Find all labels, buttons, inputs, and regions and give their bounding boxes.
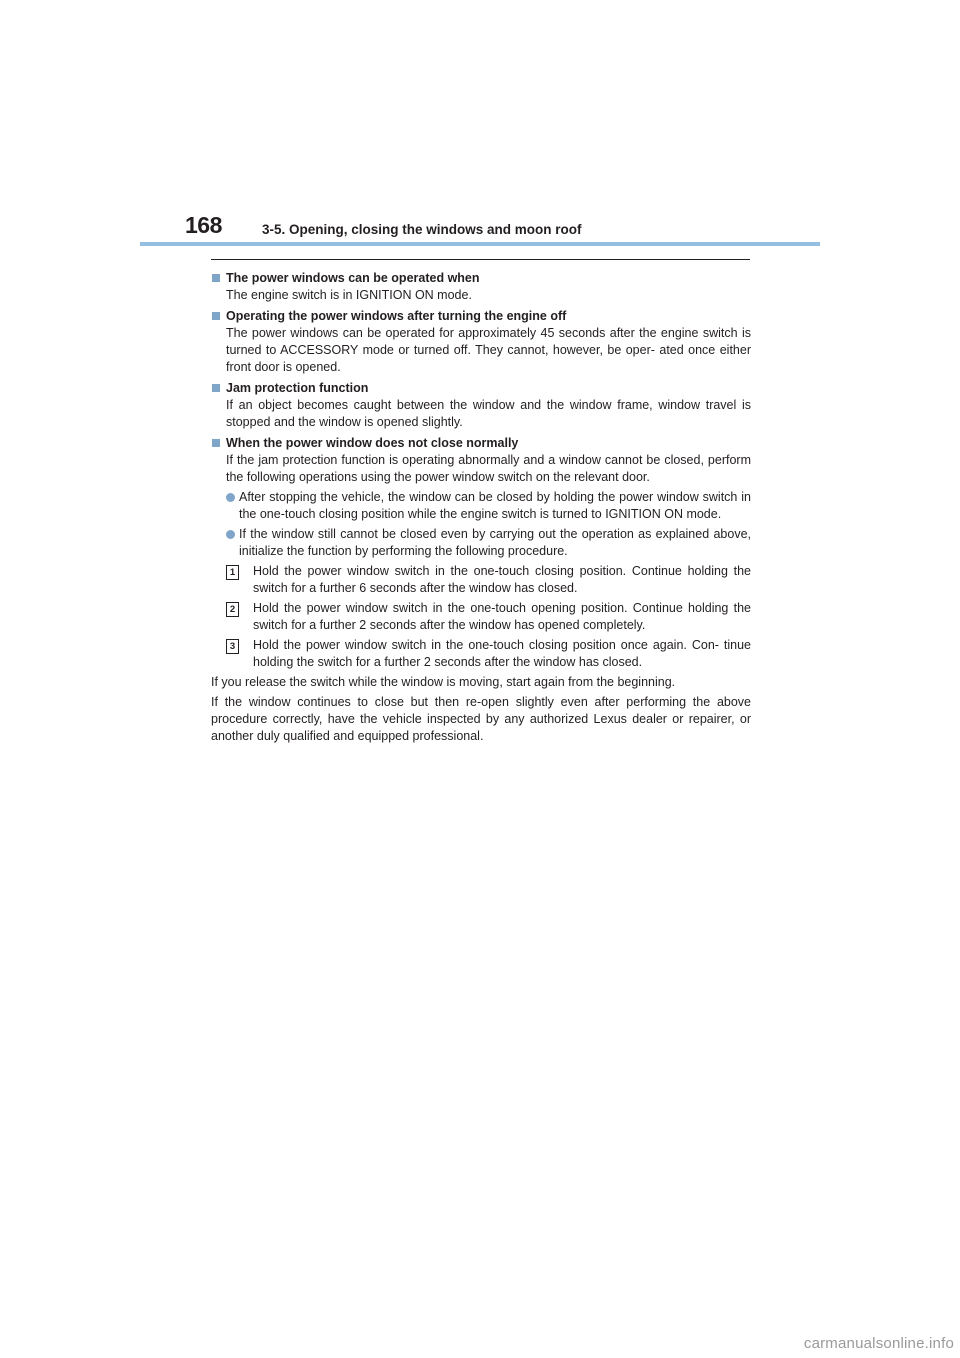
info-item-operation-conditions bbox=[211, 270, 751, 304]
main-content bbox=[211, 270, 751, 749]
item-body: If an object becomes caught between the window and the window frame, window travel is stopped and the window is opened slightly. bbox=[226, 398, 751, 429]
bullet-text: If the window still cannot be closed even by carrying out the operation as explained above, initialize the function by performing the following procedure. bbox=[239, 527, 751, 558]
header-rule bbox=[140, 242, 820, 246]
watermark-link[interactable]: carmanualsonline.info bbox=[803, 1335, 954, 1352]
procedure-step bbox=[226, 637, 751, 671]
item-heading bbox=[211, 435, 751, 452]
step-number-badge: 3 bbox=[226, 639, 239, 654]
closing-note: If the window continues to close but then re-open slightly even after performing the above procedure correctly, have the vehicle inspected by any authorized Lexus dealer or repairer, or another duly qualified and equipped professional. bbox=[211, 695, 751, 743]
step-number-badge: 1 bbox=[226, 565, 239, 580]
item-heading-text: Jam protection function bbox=[226, 381, 369, 395]
closing-note: If you release the switch while the window is moving, start again from the beginning. bbox=[211, 675, 676, 689]
square-bullet-icon bbox=[212, 384, 220, 392]
item-heading bbox=[211, 308, 751, 325]
procedure-steps bbox=[226, 563, 751, 671]
step-text: Hold the power window switch in the one-touch closing position once again. Con- tinue holding the switch for a further 2 seconds after the window has closed. bbox=[253, 638, 751, 669]
page-number: 168 bbox=[185, 212, 222, 238]
info-item-not-close-normally bbox=[211, 435, 751, 745]
step-text: Hold the power window switch in the one-touch closing position. Continue holding the switch for a further 6 seconds after the window has closed. bbox=[253, 564, 751, 595]
square-bullet-icon bbox=[212, 312, 220, 320]
bullet-text: After stopping the vehicle, the window can be closed by holding the power window switch in the one-touch closing position while the engine switch is turned to IGNITION ON mode. bbox=[239, 490, 751, 521]
item-heading bbox=[211, 380, 751, 397]
procedure-step bbox=[226, 600, 751, 634]
item-heading-text: The power windows can be operated when bbox=[226, 271, 480, 285]
item-body: The engine switch is in IGNITION ON mode. bbox=[226, 288, 472, 302]
content-divider bbox=[211, 259, 750, 260]
step-number-badge: 2 bbox=[226, 602, 239, 617]
page-header bbox=[0, 0, 960, 250]
step-text: Hold the power window switch in the one-touch opening position. Continue holding the switch for a further 2 seconds after the window has opened completely. bbox=[253, 601, 751, 632]
bullet-item bbox=[226, 489, 751, 523]
section-title: 3-5. Opening, closing the windows and moon roof bbox=[262, 222, 582, 237]
circle-bullet-icon bbox=[226, 493, 235, 502]
square-bullet-icon bbox=[212, 274, 220, 282]
bullet-item bbox=[226, 526, 751, 560]
item-body: The power windows can be operated for approximately 45 seconds after the engine switch is turned to ACCESSORY mode or turned off. They cannot, however, be oper- ated once either front door is opened. bbox=[226, 326, 751, 374]
item-body: If the jam protection function is operating abnormally and a window cannot be closed, perform the following operations using the power window switch on the relevant door. bbox=[226, 453, 751, 484]
procedure-step bbox=[226, 563, 751, 597]
square-bullet-icon bbox=[212, 439, 220, 447]
item-heading bbox=[211, 270, 751, 287]
circle-bullet-icon bbox=[226, 530, 235, 539]
item-heading-text: Operating the power windows after turning the engine off bbox=[226, 309, 567, 323]
info-item-jam-protection bbox=[211, 380, 751, 431]
info-item-after-engine-off bbox=[211, 308, 751, 376]
item-heading-text: When the power window does not close normally bbox=[226, 436, 519, 450]
